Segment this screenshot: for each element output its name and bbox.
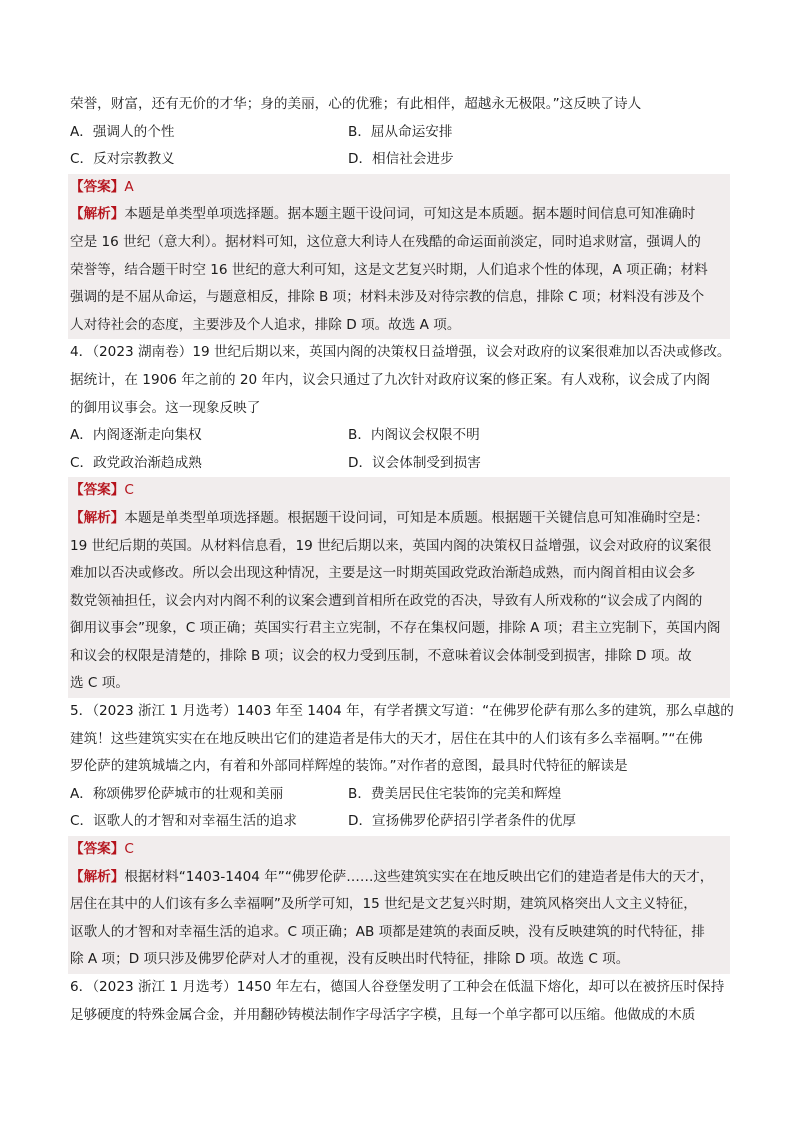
analysis-tag: 【解析】	[70, 868, 125, 885]
document-page	[70, 91, 734, 1029]
q5-analysis-line: 居住在其中的人们该有多么幸福啊”及所学可知，15 世纪是文艺复兴时期，建筑风格突出人文主义特征，	[70, 896, 697, 913]
q6-stem-line: 6．（2023 浙江 1 月选考）1450 年左右，德国人谷登堡发明了工种会在低温下熔化，却可以在被挤压时保持	[70, 979, 725, 995]
q4-analysis-line: 和议会的权限是清楚的，排除 B 项；议会的权力受到压制，不意味着议会体制受到损害，排除 D 项。故	[70, 647, 692, 664]
q5-option-a: A．称颂佛罗伦萨城市的壮观和美丽	[70, 785, 284, 802]
q4-option-d: D．议会体制受到损害	[348, 454, 481, 471]
q5-option-b: B．费美居民住宅装饰的完美和辉煌	[348, 785, 562, 802]
q4-analysis-line: 19 世纪后期的英国。从材料信息看，19 世纪后期以来，英国内阁的决策权日益增强，议会对政府的议案很	[70, 537, 712, 554]
q4-analysis-line: 难加以否决或修改。所以会出现这种情况，主要是这一时期英国政党政治渐趋成熟，而内阁首相由议会多	[70, 565, 696, 582]
q3-options-row-1	[70, 119, 730, 147]
q3-answer	[70, 174, 730, 202]
q4-option-a: A．内阁逐渐走向集权	[70, 427, 202, 444]
q5-stem-line: 罗伦萨的建筑城墙之内，有着和外部同样辉煌的装饰。”对作者的意图，最具时代特征的解读是	[70, 758, 628, 775]
analysis-tag: 【解析】	[70, 509, 125, 526]
q4-stem-line: 的御用议事会。这一现象反映了	[70, 399, 261, 416]
q5-analysis-line: 【解析】根据材料“1403-1404 年”“佛罗伦萨……这些建筑实实在在地反映出它们的建造者是伟大的天才，	[70, 868, 714, 885]
answer-tag: 【答案】	[70, 482, 125, 499]
answer-letter: A	[124, 178, 134, 195]
q3-analysis-line: 人对待社会的态度，主要涉及个人追求，排除 D 项。故选 A 项。	[70, 316, 461, 333]
q4-options-row-1	[70, 422, 730, 450]
q5-stem-line: 建筑！这些建筑实实在在地反映出它们的建造者是伟大的天才，居住在其中的人们该有多么幸福啊。”“在佛	[70, 730, 703, 747]
q5-stem-line: 5．（2023 浙江 1 月选考）1403 年至 1404 年，有学者撰文写道：“在佛罗伦萨有那么多的建筑，那么卓越的	[70, 703, 734, 720]
q3-options-row-2	[70, 146, 730, 174]
q4-option-c: C．政党政治渐趋成熟	[70, 454, 202, 471]
q3-answer-block	[68, 174, 730, 340]
q5-options-row-1	[70, 781, 730, 809]
q4-analysis-line: 御用议事会”现象，C 项正确；英国实行君主立宪制，不存在集权问题，排除 A 项；君主立宪制下，英国内阁	[70, 620, 721, 637]
q4-option-b: B．内阁议会权限不明	[348, 427, 480, 444]
q4-analysis-line: 选 C 项。	[70, 675, 129, 692]
q3-analysis-line: 强调的是不屈从命运，与题意相反，排除 B 项；材料未涉及对待宗教的信息，排除 C 项；材料没有涉及个	[70, 289, 705, 306]
q5-answer-block	[68, 836, 730, 974]
analysis-tag: 【解析】	[70, 206, 125, 223]
q4-answer	[70, 477, 730, 505]
answer-tag: 【答案】	[70, 841, 125, 858]
q4-analysis-line: 【解析】本题是单类型单项选择题。根据题干设问词，可知是本质题。根据题干关键信息可知准确时空是：	[70, 509, 709, 526]
q3-option-c: C．反对宗教教义	[70, 151, 175, 168]
answer-letter: C	[124, 482, 134, 499]
answer-letter: C	[124, 841, 134, 858]
q6-stem-line: 足够硬度的特殊金属合金，并用翻砂铸模法制作字母活字字模，且每一个单字都可以压缩。他做成的木质	[70, 1006, 696, 1023]
q3-option-a: A．强调人的个性	[70, 123, 175, 140]
q5-analysis-line: 讴歌人的才智和对幸福生活的追求。C 项正确；AB 项都是建筑的表面反映，没有反映建筑的时代特征，排	[70, 923, 705, 940]
q4-stem-line: 据统计，在 1906 年之前的 20 年内，议会只通过了九次针对政府议案的修正案。有人戏称，议会成了内阁	[70, 371, 711, 388]
q4-answer-block	[68, 477, 730, 698]
q5-answer	[70, 836, 730, 864]
q3-stem-tail: 荣誉，财富，还有无价的才华；身的美丽，心的优雅；有此相伴，超越永无极限。”这反映了诗人	[70, 96, 642, 112]
q4-stem-line: 4．（2023 湖南卷）19 世纪后期以来，英国内阁的决策权日益增强，议会对政府的议案很难加以否决或修改。	[70, 344, 731, 361]
q3-analysis-line: 荣誉等，结合题干时空 16 世纪的意大利可知，这是文艺复兴时期，人们追求个性的体现，A 项正确；材料	[70, 261, 708, 278]
q5-analysis-line: 除 A 项；D 项只涉及佛罗伦萨对人才的重视，没有反映出时代特征，排除 D 项。故选 C 项。	[70, 951, 630, 968]
answer-tag: 【答案】	[70, 178, 125, 195]
q3-option-b: B．屈从命运安排	[348, 123, 453, 140]
q4-options-row-2	[70, 450, 730, 478]
q5-options-row-2	[70, 808, 730, 836]
q5-option-d: D．宣扬佛罗伦萨招引学者条件的优厚	[348, 813, 576, 830]
q3-option-d: D．相信社会进步	[348, 151, 454, 168]
q3-analysis-line: 空是 16 世纪（意大利）。据材料可知，这位意大利诗人在残酷的命运面前淡定，同时追求财富，强调人的	[70, 233, 701, 250]
q3-analysis-line: 【解析】本题是单类型单项选择题。据本题主题干设问词，可知这是本质题。据本题时间信息可知准确时	[70, 206, 696, 223]
q5-option-c: C．讴歌人的才智和对幸福生活的追求	[70, 813, 297, 830]
q4-analysis-line: 数党领袖担任，议会内对内阁不利的议案会遭到首相所在政党的否决，导致有人所戏称的“议会成了内阁的	[70, 592, 703, 609]
